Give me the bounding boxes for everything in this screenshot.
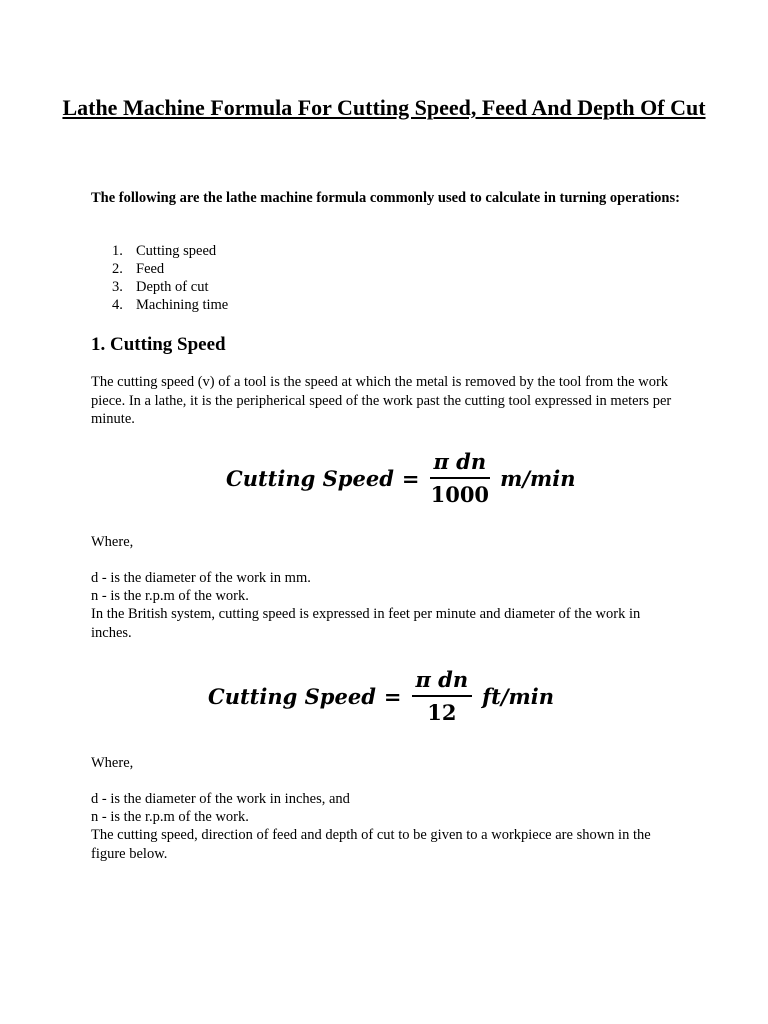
- where-label: Where,: [91, 755, 134, 771]
- d-definition: d - is the diameter of the work in mm.: [91, 570, 311, 586]
- list-item: [112, 242, 228, 260]
- list-item-label: Cutting speed: [136, 243, 217, 259]
- formula-numerator: π dn: [412, 667, 473, 697]
- list-item: [112, 296, 228, 314]
- list-item: [112, 260, 228, 278]
- formula-numerator: π dn: [430, 449, 491, 479]
- formula-equals: =: [383, 683, 402, 709]
- formula-unit: ft/min: [482, 683, 555, 709]
- list-number: 1.: [112, 243, 123, 259]
- formula-imperial: [208, 667, 554, 725]
- page-title: Lathe Machine Formula For Cutting Speed, Feed And Depth Of Cut: [62, 95, 706, 120]
- formula-metric: [226, 449, 576, 507]
- formula-fraction: [430, 449, 491, 507]
- cutting-speed-paragraph: The cutting speed (v) of a tool is the speed at which the metal is removed by the tool from the work piece. In a lathe, it is the peripherical speed of the work past the cutting tool expressed in meters per minute.: [91, 374, 672, 427]
- formula-denominator: 12: [427, 700, 457, 725]
- list-number: 4.: [112, 297, 123, 313]
- list-item-label: Machining time: [136, 297, 229, 313]
- n-definition: n - is the r.p.m of the work.: [91, 809, 249, 825]
- british-system-paragraph: In the British system, cutting speed is expressed in feet per minute and diameter of the work in inches.: [91, 606, 641, 641]
- formula-lhs: Cutting Speed: [208, 683, 376, 709]
- formula-denominator: 1000: [430, 482, 490, 507]
- list-number: 2.: [112, 261, 123, 277]
- intro-text: The following are the lathe machine formula commonly used to calculate in turning operations:: [91, 190, 680, 206]
- where-label: Where,: [91, 534, 134, 550]
- list-item: [112, 278, 228, 296]
- formula-equals: =: [401, 465, 420, 491]
- formula-fraction: [412, 667, 473, 725]
- list-item-label: Depth of cut: [136, 279, 209, 295]
- section-heading: 1. Cutting Speed: [91, 334, 226, 355]
- formula-list: [112, 242, 228, 314]
- n-definition: n - is the r.p.m of the work.: [91, 588, 249, 604]
- closing-paragraph: The cutting speed, direction of feed and depth of cut to be given to a workpiece are shown in the figure below.: [91, 827, 651, 862]
- formula-unit: m/min: [500, 465, 576, 491]
- d-definition: d - is the diameter of the work in inches, and: [91, 791, 350, 807]
- list-number: 3.: [112, 279, 123, 295]
- list-item-label: Feed: [136, 261, 165, 277]
- formula-lhs: Cutting Speed: [226, 465, 394, 491]
